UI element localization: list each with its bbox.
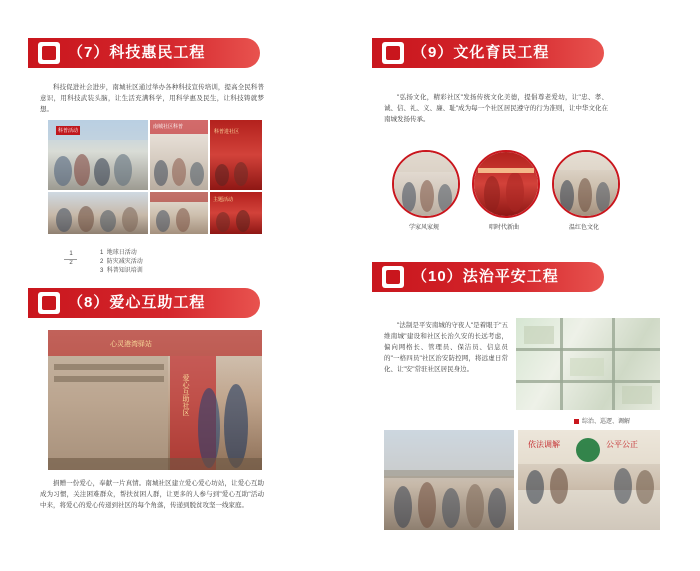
caption-number-2: 2 xyxy=(69,260,73,266)
list-item: 2 防灾减灾活动 xyxy=(100,259,143,265)
section-7-number: （7） xyxy=(68,44,110,61)
section-7-title xyxy=(68,38,205,68)
photo-overlay-side: 爱心互助社区 xyxy=(182,374,189,416)
section-8-name: 爱心互助工程 xyxy=(109,294,206,311)
section-9-title xyxy=(412,38,549,68)
section-7-photo-5 xyxy=(150,192,208,234)
caption-number-1: 1 xyxy=(69,251,73,257)
section-7-photo-4 xyxy=(48,192,148,234)
photo-overlay-left: 依法调解 xyxy=(528,440,560,449)
section-7-caption-list xyxy=(100,249,250,276)
section-9-circle-caption-3: 温红色文化 xyxy=(568,225,599,231)
section-7-name: 科技惠民工程 xyxy=(109,44,206,61)
legend-dot-icon xyxy=(574,419,579,424)
section-8-paragraph: 捐赠一份爱心，奉献一片真情。南城社区建立爱心爱心坊站，让爱心互助成为习惯，关注困难群众，帮扶贫困人群，让更多的人参与到"爱心互助"活动中来，将爱心的爱心传递到社区的每个角落，传递到脱贫攻坚一线家庭。 xyxy=(40,480,264,509)
list-item: 3 科普知识培训 xyxy=(100,268,143,274)
photo-overlay-top: 心灵港湾驿站 xyxy=(110,341,152,348)
banner-badge-icon xyxy=(38,292,60,314)
section-9-paragraph: "弘扬文化，精彩社区"发扬传统文化美德，提倡尊老爱幼，让"忠、孝、诚、信、礼、义、廉、耻"成为每一个社区居民遵守的行为准则，让中华文化在南城发扬传承。 xyxy=(384,94,608,123)
section-9-circle-photo-3 xyxy=(552,150,620,218)
section-8-number: （8） xyxy=(68,294,110,311)
section-9-circle-photo-2 xyxy=(472,150,540,218)
section-7-banner xyxy=(28,38,260,68)
section-7-paragraph: 科技促进社会进步，南城社区通过举办各种科技宣传培训，提高全民科普意识，用科技武装头脑，让生活充满科学，用科学惠及民生，让科技铸就梦想。 xyxy=(40,84,264,113)
section-7-photo-3: 科普进社区 xyxy=(210,120,262,190)
section-9-circle-caption-1: 学家风家规 xyxy=(408,225,439,231)
section-9-circle-caption-2: 唱时代新曲 xyxy=(488,225,519,231)
section-9-banner xyxy=(372,38,604,68)
section-7-photo-6: 主题活动 xyxy=(210,192,262,234)
section-10-photo-left xyxy=(384,430,514,530)
photo-overlay-right: 公平公正 xyxy=(606,440,638,449)
section-9-name: 文化育民工程 xyxy=(453,44,550,61)
section-10-name: 法治平安工程 xyxy=(462,268,559,285)
section-10-legend xyxy=(574,416,630,425)
banner-badge-icon xyxy=(38,42,60,64)
section-10-banner xyxy=(372,262,604,292)
section-9-circle-photo-1 xyxy=(392,150,460,218)
section-10-paragraph: "法制是平安南城的守夜人"是着眼于"五维南城"建设和社区长治久安的长远考虑，偏向网格长、管理员、保洁员、信息员的"一格四员"社区治安防控网，将远虚日常化、让"安"常驻社区居民身边。 xyxy=(384,322,508,373)
banner-badge-icon xyxy=(382,266,404,288)
caption-number-separator xyxy=(64,259,77,260)
list-item: 1 地球日活动 xyxy=(100,250,137,256)
section-8-photo xyxy=(48,330,262,470)
section-10-map-photo xyxy=(516,318,660,410)
banner-badge-icon xyxy=(382,42,404,64)
section-10-title xyxy=(412,262,559,292)
section-10-number: （10） xyxy=(412,268,463,285)
section-10-photo-right xyxy=(518,430,660,530)
section-8-banner xyxy=(28,288,260,318)
section-7-photo-2: 南城社区科普 xyxy=(150,120,208,190)
section-9-number: （9） xyxy=(412,44,454,61)
legend-label: 综治、巡逻、调解 xyxy=(582,419,631,425)
section-8-title xyxy=(68,288,205,318)
section-7-photo-1: 科普活动 xyxy=(48,120,148,190)
